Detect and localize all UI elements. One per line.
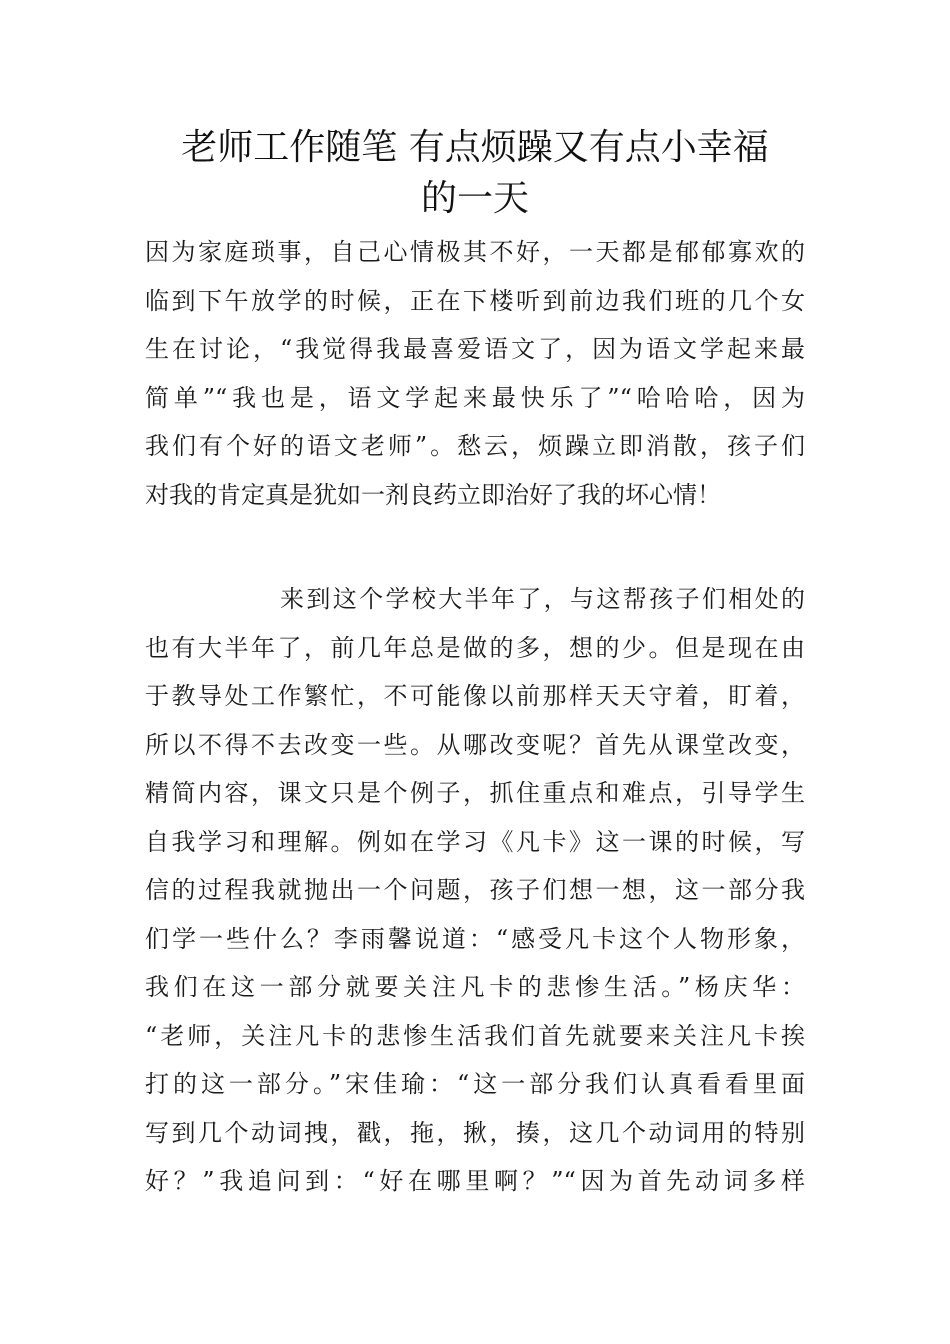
text-line: 精简内容，课文只是个例子，抓住重点和难点，引导学生 [145, 779, 805, 807]
text-line: 所以不得不去改变一些。从哪改变呢？首先从课堂改变， [145, 730, 805, 759]
text-line: 简单”“我也是，语文学起来最快乐了”“哈哈哈，因为 [145, 383, 805, 412]
text-line: 信的过程我就抛出一个问题，孩子们想一想，这一部分我 [145, 876, 805, 904]
paragraph-2 [145, 575, 805, 1206]
text-line: 临到下午放学的时候，正在下楼听到前边我们班的几个女 [145, 286, 805, 315]
text-line: 我们有个好的语文老师”。愁云，烦躁立即消散，孩子们 [145, 432, 805, 460]
title-line-1: 老师工作随笔 有点烦躁又有点小幸福 [181, 127, 769, 168]
text-line: 好？”我追问到：“好在哪里啊？”“因为首先动词多样 [145, 1167, 805, 1195]
text-line: 自我学习和理解。例如在学习《凡卡》这一课的时候，写 [145, 827, 805, 856]
text-line: 也有大半年了，前几年总是做的多，想的少。但是现在由 [145, 633, 805, 662]
title-line-2: 的一天 [420, 178, 529, 219]
text-line: 我们在这一部分就要关注凡卡的悲惨生活。”杨庆华： [145, 973, 805, 1001]
text-line: 于教导处工作繁忙，不可能像以前那样天天守着，盯着， [145, 682, 805, 710]
page-title [145, 122, 805, 224]
text-line: 打的这一部分。”宋佳瑜：“这一部分我们认真看看里面 [145, 1070, 805, 1098]
text-line: 来到这个学校大半年了，与这帮孩子们相处的 [280, 585, 805, 613]
text-line: 生在讨论，“我觉得我最喜爱语文了，因为语文学起来最 [145, 335, 805, 363]
text-line: 对我的肯定真是犹如一剂良药立即治好了我的坏心情！ [145, 480, 721, 509]
text-line: 因为家庭琐事，自己心情极其不好，一天都是郁郁寡欢的 [145, 238, 805, 266]
text-line: “老师，关注凡卡的悲惨生活我们首先就要来关注凡卡挨 [145, 1021, 805, 1050]
paragraph-1 [145, 228, 805, 519]
text-line: 写到几个动词拽，戳，拖，揪，揍，这几个动词用的特别 [145, 1118, 805, 1147]
text-line: 们学一些什么？李雨馨说道：“感受凡卡这个人物形象， [145, 924, 805, 953]
